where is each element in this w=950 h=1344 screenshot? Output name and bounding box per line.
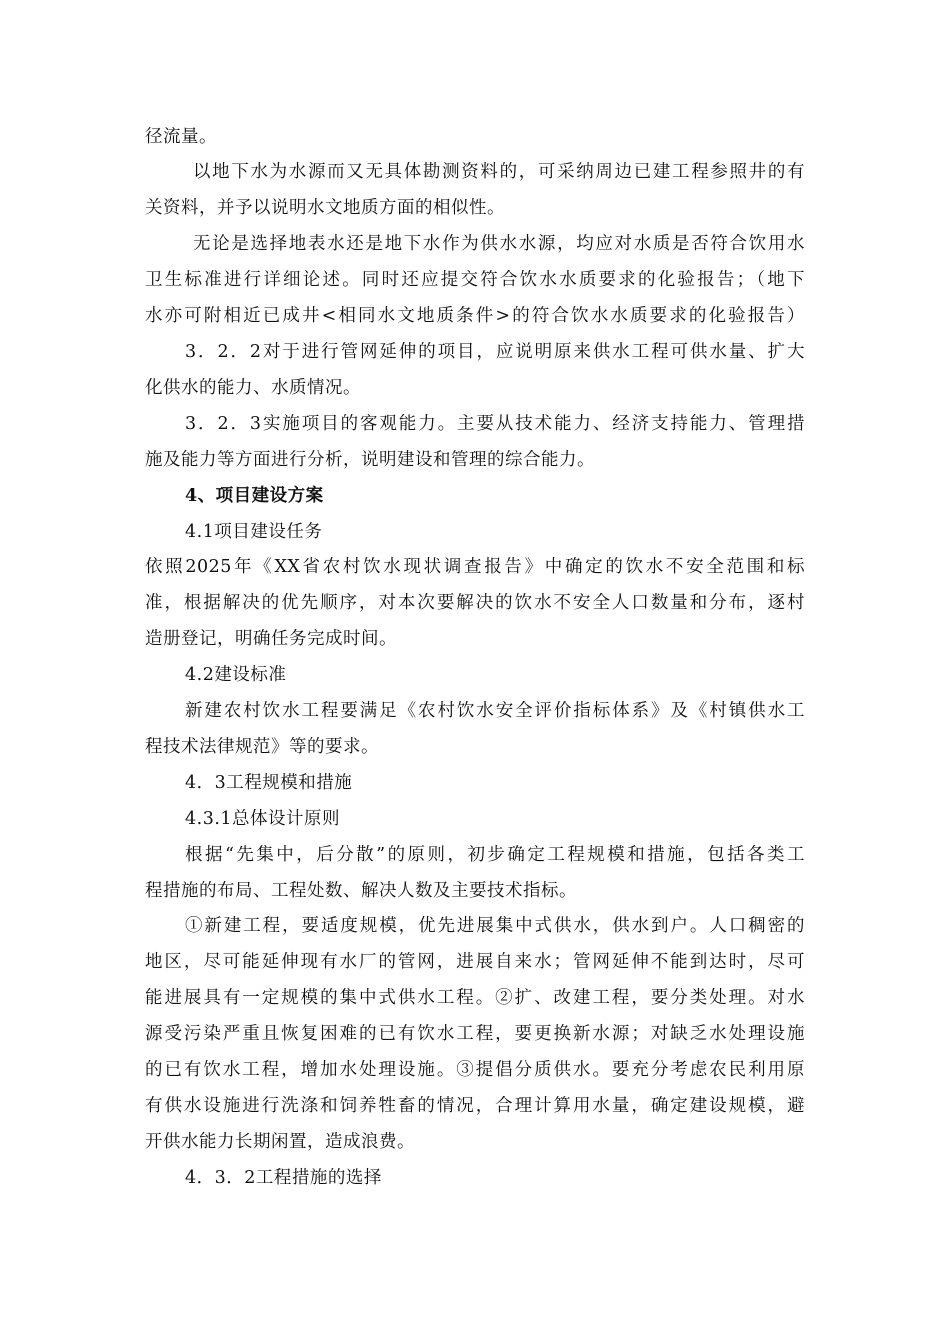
text-line: 依照2025年《XX省农村饮水现状调查报告》中确定的饮水不安全范围和标 [145, 557, 805, 577]
text-line: 无论是选择地表水还是地下水作为供水水源，均应对水质是否符合饮用水 [193, 234, 805, 254]
text-line: 关资料，并予以说明水文地质方面的相似性。 [145, 198, 505, 218]
section-heading: 4、项目建设方案 [185, 486, 324, 506]
text-line: 施及能力等方面进行分析，说明建设和管理的综合能力。 [145, 450, 595, 470]
text-line: 准，根据解决的优先顺序，对本次要解决的饮水不安全人口数量和分布，逐村 [145, 593, 805, 613]
text-line: 新建农村饮水工程要满足《农村饮水安全评价指标体系》及《村镇供水工 [185, 701, 805, 721]
text-line: 源受污染严重且恢复困难的已有饮水工程，要更换新水源；对缺乏水处理设施 [145, 1024, 805, 1044]
subsection-heading: 4.1项目建设任务 [185, 522, 323, 542]
text-line: 3．2．2对于进行管网延伸的项目，应说明原来供水工程可供水量、扩大 [185, 342, 805, 362]
subsection-heading: 4．3工程规模和措施 [185, 773, 353, 793]
text-line: 程技术法律规范》等的要求。 [145, 737, 379, 757]
text-line: 根据“先集中，后分散”的原则，初步确定工程规模和措施，包括各类工 [185, 845, 805, 865]
text-line: 以地下水为水源而又无具体勘测资料的，可采纳周边已建工程参照井的有 [193, 162, 805, 182]
text-line: 化供水的能力、水质情况。 [145, 378, 361, 398]
text-line: 有供水设施进行洗涤和饲养牲畜的情况，合理计算用水量，确定建设规模，避 [145, 1096, 805, 1116]
text-line: 3．2．3实施项目的客观能力。主要从技术能力、经济支持能力、管理措 [185, 414, 805, 434]
text-line: 径流量。 [145, 127, 217, 147]
subsection-heading: 4．3．2工程措施的选择 [185, 1168, 382, 1188]
text-line: 水亦可附相近已成井<相同水文地质条件>的符合饮水水质要求的化验报告） [145, 306, 805, 326]
text-line: 卫生标准进行详细论述。同时还应提交符合饮水水质要求的化验报告；（地下 [145, 270, 805, 290]
subsection-heading: 4.2建设标准 [185, 665, 287, 685]
text-line: 开供水能力长期闲置，造成浪费。 [145, 1132, 415, 1152]
text-line: 的已有饮水工程，增加水处理设施。③提倡分质供水。要充分考虑农民利用原 [145, 1060, 805, 1080]
subsection-heading: 4.3.1总体设计原则 [185, 809, 341, 829]
text-line: ①新建工程，要适度规模，优先进展集中式供水，供水到户。人口稠密的 [185, 916, 805, 936]
text-line: 造册登记，明确任务完成时间。 [145, 629, 397, 649]
text-line: 能进展具有一定规模的集中式供水工程。②扩、改建工程，要分类处理。对水 [145, 988, 805, 1008]
text-line: 地区，尽可能延伸现有水厂的管网，进展自来水；管网延伸不能到达时，尽可 [145, 952, 805, 972]
text-line: 程措施的布局、工程处数、解决人数及主要技术指标。 [145, 881, 577, 901]
